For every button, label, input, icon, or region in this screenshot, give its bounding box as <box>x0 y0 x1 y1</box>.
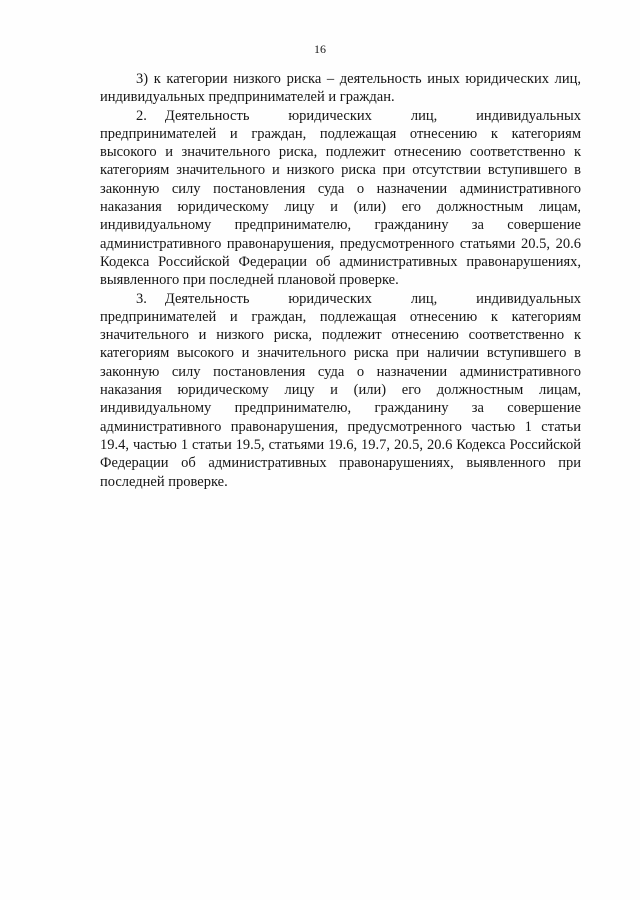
paragraph-number: 2. <box>136 107 147 124</box>
paragraph-3 <box>100 290 581 491</box>
document-body <box>100 70 581 491</box>
paragraph-text: Деятельность юридических лиц, индивидуальных предпринимателей и граждан, подлежащая отнесению к категориям высокого и значительного риска, подлежит отнесению соответственно к категориям значительного и низкого риска при отсутствии вступившего в законную силу постановления суда о назначении административного наказания юридическому лицу и (или) его должностным лицам, индивидуальному предпринимателю, гражданину за совершение административного правонарушения, предусмотренного статьями 20.5, 20.6 Кодекса Российской Федерации об административных правонарушениях, выявленного при последней плановой проверке. <box>100 107 581 289</box>
paragraph-2 <box>100 107 581 290</box>
paragraph-number: 3. <box>136 290 147 307</box>
page-number: 16 <box>314 42 326 56</box>
paragraph-text: 3) к категории низкого риска – деятельность иных юридических лиц, индивидуальных предпринимателей и граждан. <box>100 71 581 106</box>
paragraph-item-3-low-risk <box>100 70 581 107</box>
paragraph-text: Деятельность юридических лиц, индивидуальных предпринимателей и граждан, подлежащая отнесению к категориям значительного и низкого риска, подлежит отнесению соответственно к категориям высокого и значительного риска при наличии вступившего в законную силу постановления суда о назначении административного наказания юридическому лицу и (или) его должностным лицам, индивидуальному предпринимателю, гражданину за совершение административного правонарушения, предусмотренного частью 1 статьи 19.4, частью 1 статьи 19.5, статьями 19.6, 19.7, 20.5, 20.6 Кодекса Российской Федерации об административных правонарушениях, выявленного при последней проверке. <box>100 290 581 490</box>
